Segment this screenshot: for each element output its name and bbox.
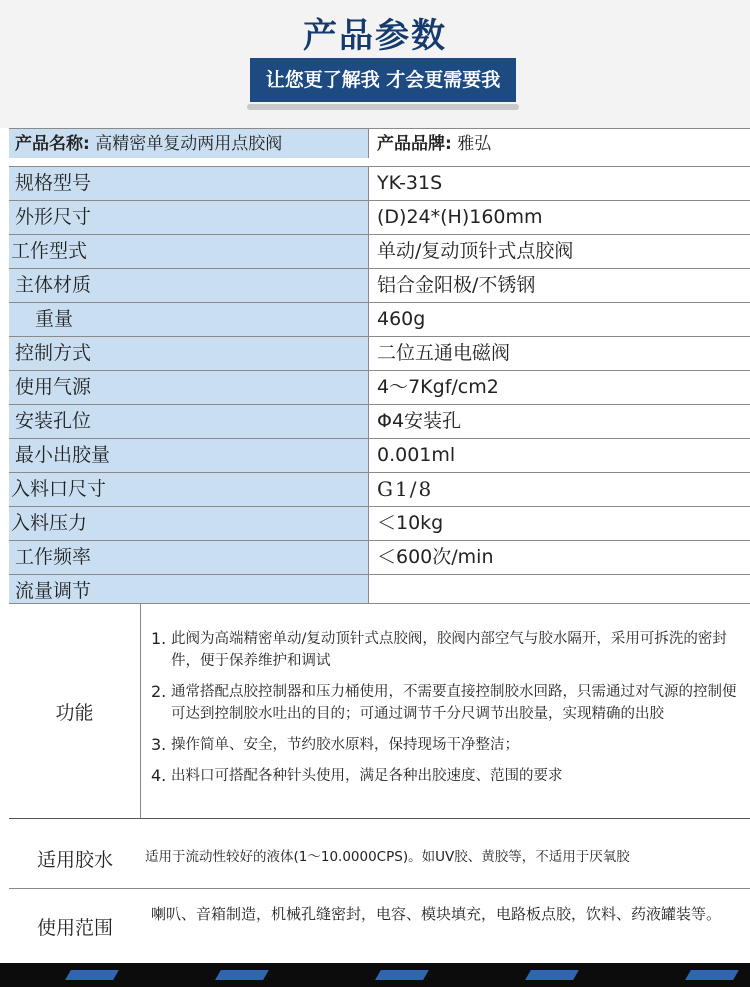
spec-value: 4～7Kgf/cm2	[377, 376, 499, 398]
spec-row	[9, 370, 750, 404]
spec-label: 最小出胶量	[9, 439, 369, 472]
spec-row	[9, 268, 750, 302]
spec-row	[9, 404, 750, 438]
stripe-segment	[525, 970, 579, 980]
stripe-segment	[215, 970, 269, 980]
spec-row	[9, 302, 750, 336]
function-item-text: 通常搭配点胶控制器和压力桶使用，不需要直接控制胶水回路，只需通过对气源的控制便可达到控制胶水吐出的目的；可通过调节千分尺调节出胶量，实现精确的出胶	[171, 684, 737, 722]
spec-value: Φ4安装孔	[377, 410, 462, 432]
function-item-number: 3.	[151, 735, 167, 754]
spec-value: 单动/复动顶针式点胶阀	[377, 240, 574, 262]
function-item-text: 出料口可搭配各种针头使用，满足各种出胶速度、范围的要求	[171, 768, 563, 784]
page-header	[0, 0, 750, 128]
function-item	[151, 681, 742, 725]
stripe-segment	[65, 970, 119, 980]
spec-value: YK-31S	[377, 172, 443, 194]
spec-row	[9, 200, 750, 234]
spec-label: 流量调节	[9, 575, 369, 608]
product-name-value: 高精密单复动两用点胶阀	[95, 134, 283, 154]
spec-label: 入料口尺寸	[9, 473, 369, 506]
spec-value: 0.001ml	[377, 444, 456, 466]
spec-label: 外形尺寸	[9, 201, 369, 234]
spec-label: 工作频率	[9, 541, 369, 574]
spec-label: 重量	[9, 303, 369, 336]
product-info-row	[9, 128, 750, 158]
usage-label: 使用范围	[36, 916, 113, 939]
spec-row	[9, 336, 750, 370]
stripe-segment	[375, 970, 429, 980]
spec-label: 使用气源	[9, 371, 369, 404]
spec-row	[9, 166, 750, 200]
function-label: 功能	[9, 604, 141, 818]
function-list	[141, 604, 750, 818]
function-item-text: 操作简单、安全，节约胶水原料，保持现场干净整洁；	[171, 737, 519, 753]
glue-row	[9, 818, 750, 876]
product-name-cell	[9, 129, 369, 158]
banner-shadow	[247, 104, 519, 110]
spec-row	[9, 472, 750, 506]
spec-label: 规格型号	[9, 167, 369, 200]
spec-row	[9, 234, 750, 268]
usage-row	[9, 888, 750, 963]
spec-label: 安装孔位	[9, 405, 369, 438]
spec-label: 入料压力	[9, 507, 369, 540]
spec-value: G1/8	[377, 477, 434, 501]
function-item-number: 1.	[151, 629, 167, 648]
spec-value: (D)24*(H)160mm	[377, 206, 543, 228]
spec-row	[9, 438, 750, 472]
spec-value: 460g	[377, 308, 426, 330]
page-title: 产品参数	[303, 16, 447, 56]
function-item-text: 此阀为高端精密单动/复动顶针式点胶阀，胶阀内部空气与胶水隔开，采用可拆洗的密封件，便于保养维护和调试	[171, 631, 727, 669]
spec-row	[9, 540, 750, 574]
subtitle-banner: 让您更了解我 才会更需要我	[250, 58, 516, 102]
spec-label: 工作型式	[9, 235, 369, 268]
glue-value: 适用于流动性较好的液体(1～10.0000CPS)。如UV胶、黄胶等，不适用于厌氧胶	[145, 849, 630, 865]
stripe-segment	[685, 970, 739, 980]
product-brand-label: 产品品牌:	[377, 134, 452, 154]
function-row	[9, 603, 750, 818]
spec-value: ＜600次/min	[377, 546, 494, 568]
product-name-label: 产品名称:	[15, 134, 90, 154]
function-item	[151, 765, 742, 787]
glue-label: 适用胶水	[36, 849, 113, 871]
spec-row	[9, 506, 750, 540]
spec-label: 主体材质	[9, 269, 369, 302]
product-brand-cell	[369, 129, 750, 158]
spec-value: ＜10kg	[377, 512, 444, 534]
function-item	[151, 628, 742, 672]
spec-value: 二位五通电磁阀	[377, 342, 511, 364]
function-item	[151, 734, 742, 756]
function-item-number: 4.	[151, 766, 167, 785]
spec-label: 控制方式	[9, 337, 369, 370]
product-brand-value: 雅弘	[457, 134, 492, 154]
function-item-number: 2.	[151, 682, 167, 701]
usage-value: 喇叭、音箱制造，机械孔缝密封，电容、模块填充，电路板点胶，饮料、药液罐装等。	[151, 905, 722, 923]
spec-value: 铝合金阳极/不锈钢	[377, 274, 536, 296]
footer-stripe	[0, 963, 750, 987]
